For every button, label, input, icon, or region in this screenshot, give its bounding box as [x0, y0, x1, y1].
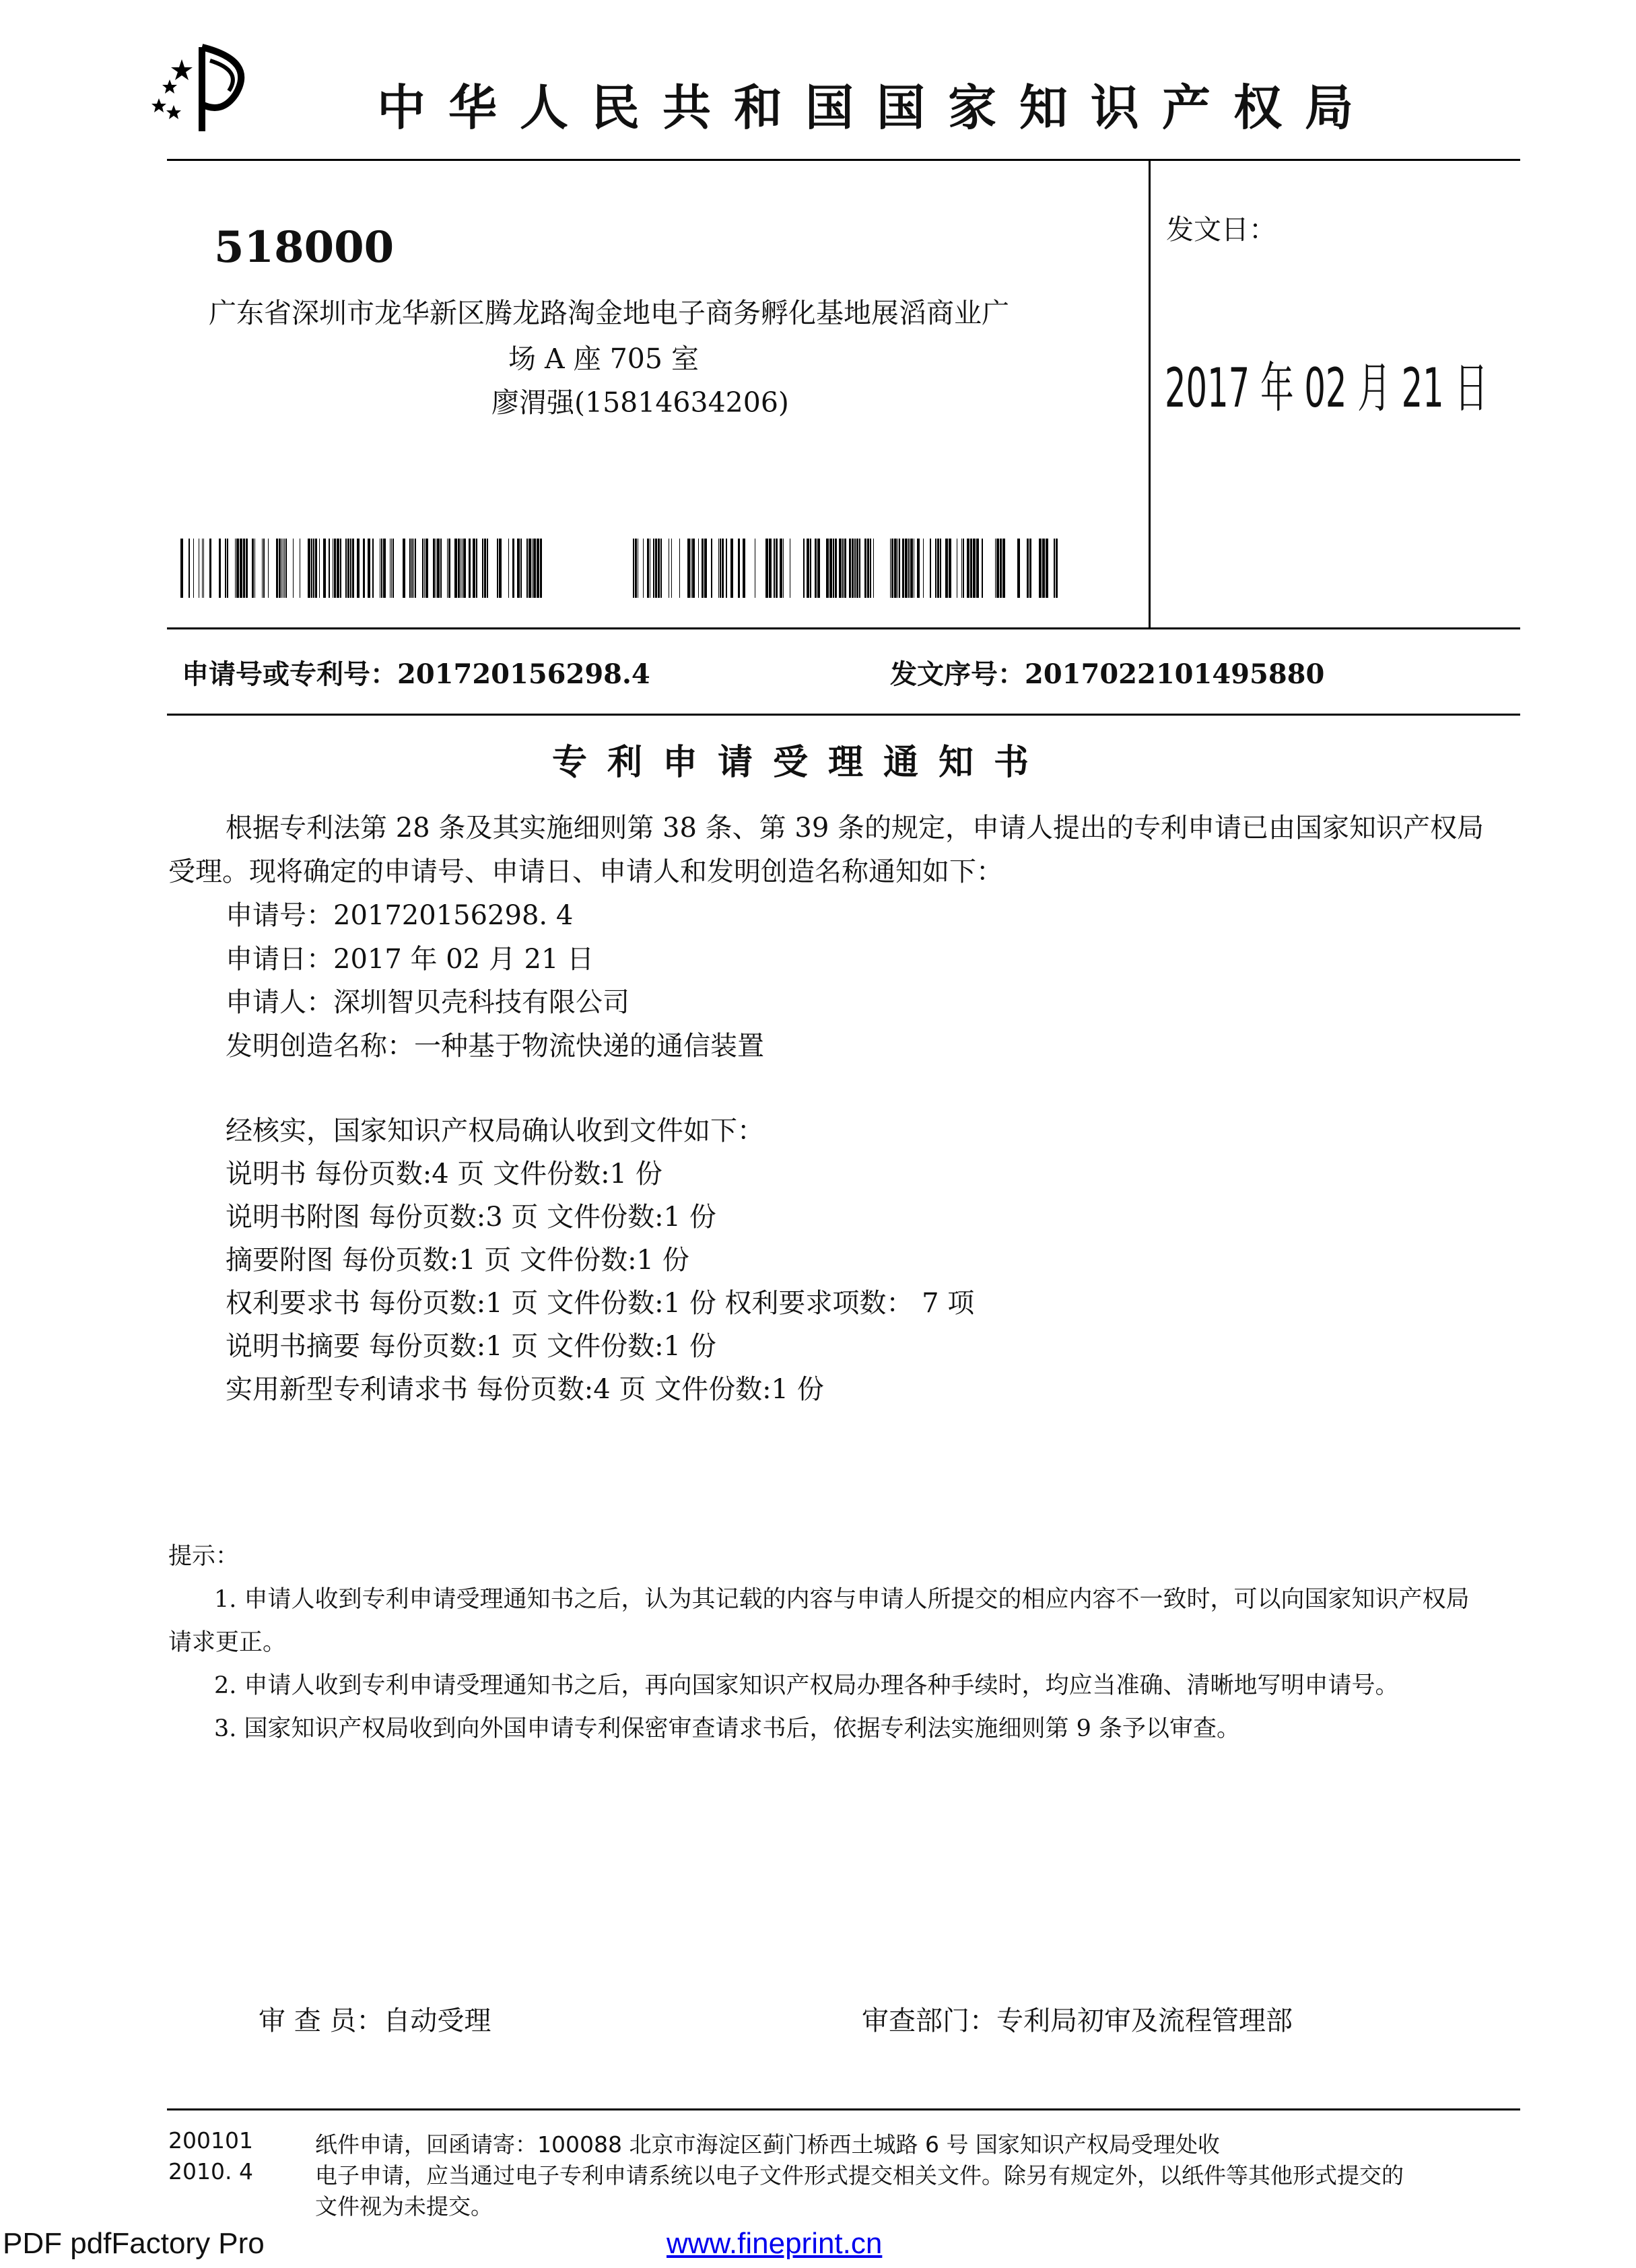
notice-title: 专利申请受理通知书 — [552, 742, 1050, 783]
document-item: 说明书摘要 每份页数:1 页 文件份数:1 份 — [226, 1331, 716, 1362]
form-code: 200101 — [168, 2127, 253, 2154]
barcode-right — [625, 539, 1062, 598]
cnipa-logo-icon — [135, 40, 269, 135]
header-top-rule — [167, 159, 1520, 161]
hint-1-line-2: 请求更正。 — [168, 1629, 287, 1656]
document-item: 权利要求书 每份页数:1 页 文件份数:1 份 权利要求项数： 7 项 — [226, 1288, 975, 1319]
applicant: 申请人：深圳智贝壳科技有限公司 — [226, 987, 629, 1018]
invention-name: 发明创造名称：一种基于物流快递的通信装置 — [226, 1031, 764, 1062]
electronic-application-note-line-1: 电子申请，应当通过电子专利申请系统以电子文件形式提交相关文件。除另有规定外，以纸件等其他形式提交的 — [315, 2162, 1404, 2189]
address-line-2: 场 A 座 705 室 — [508, 343, 699, 375]
office-title: 中华人民共和国国家知识产权局 — [377, 79, 1377, 136]
examination-department: 审查部门：专利局初审及流程管理部 — [862, 2005, 1293, 2036]
postcode: 518000 — [214, 222, 395, 273]
header-vertical-rule — [1149, 160, 1151, 629]
issue-date-label: 发文日： — [1166, 213, 1276, 246]
document-item: 说明书附图 每份页数:3 页 文件份数:1 份 — [226, 1202, 716, 1233]
fineprint-link[interactable]: www.fineprint.cn — [667, 2227, 883, 2260]
header-mid-rule — [167, 627, 1520, 629]
paper-application-note: 纸件申请，回函请寄：100088 北京市海淀区蓟门桥西土城路 6 号 国家知识产权局受理处收 — [315, 2131, 1220, 2158]
address-line-1: 广东省深圳市龙华新区腾龙路淘金地电子商务孵化基地展滔商业广 — [209, 297, 1009, 329]
documents-heading: 经核实，国家知识产权局确认收到文件如下： — [226, 1115, 764, 1146]
barcode-left — [180, 539, 549, 598]
hint-3: 3. 国家知识产权局收到向外国申请专利保密审查请求书后，依据专利法实施细则第 9 条予以审查。 — [214, 1715, 1241, 1742]
issue-date: 2017 年 02 月 21 日 — [1165, 357, 1489, 419]
intro-line-1: 根据专利法第 28 条及其实施细则第 38 条、第 39 条的规定，申请人提出的专利申请已由国家知识产权局 — [226, 813, 1484, 844]
document-item: 实用新型专利请求书 每份页数:4 页 文件份数:1 份 — [226, 1374, 824, 1405]
intro-line-2: 受理。现将确定的申请号、申请日、申请人和发明创造名称通知如下： — [168, 856, 1003, 887]
document-item: 摘要附图 每份页数:1 页 文件份数:1 份 — [226, 1245, 689, 1276]
examiner: 审 查 员：自动受理 — [259, 2005, 491, 2036]
numbers-bottom-rule — [167, 714, 1520, 716]
application-number: 申请号：201720156298. 4 — [226, 900, 574, 931]
hints-label: 提示： — [168, 1543, 240, 1570]
hint-1-line-1: 1. 申请人收到专利申请受理通知书之后，认为其记载的内容与申请人所提交的相应内容不一致时，可以向国家知识产权局 — [214, 1586, 1470, 1613]
document-item: 说明书 每份页数:4 页 文件份数:1 份 — [226, 1159, 662, 1190]
contact-name-phone: 廖渭强(15814634206) — [491, 386, 789, 419]
hint-2: 2. 申请人收到专利申请受理通知书之后，再向国家知识产权局办理各种手续时，均应当准确、清晰地写明申请号。 — [214, 1672, 1399, 1699]
application-number-header: 申请号或专利号：201720156298.4 — [182, 658, 650, 690]
electronic-application-note-line-2: 文件视为未提交。 — [315, 2193, 493, 2220]
serial-number-header: 发文序号：2017022101495880 — [890, 658, 1325, 690]
pdf-producer: PDF pdfFactory Pro — [3, 2227, 265, 2260]
footer-rule — [167, 2108, 1520, 2110]
form-version: 2010. 4 — [168, 2158, 253, 2185]
application-date: 申请日：2017 年 02 月 21 日 — [226, 944, 594, 975]
